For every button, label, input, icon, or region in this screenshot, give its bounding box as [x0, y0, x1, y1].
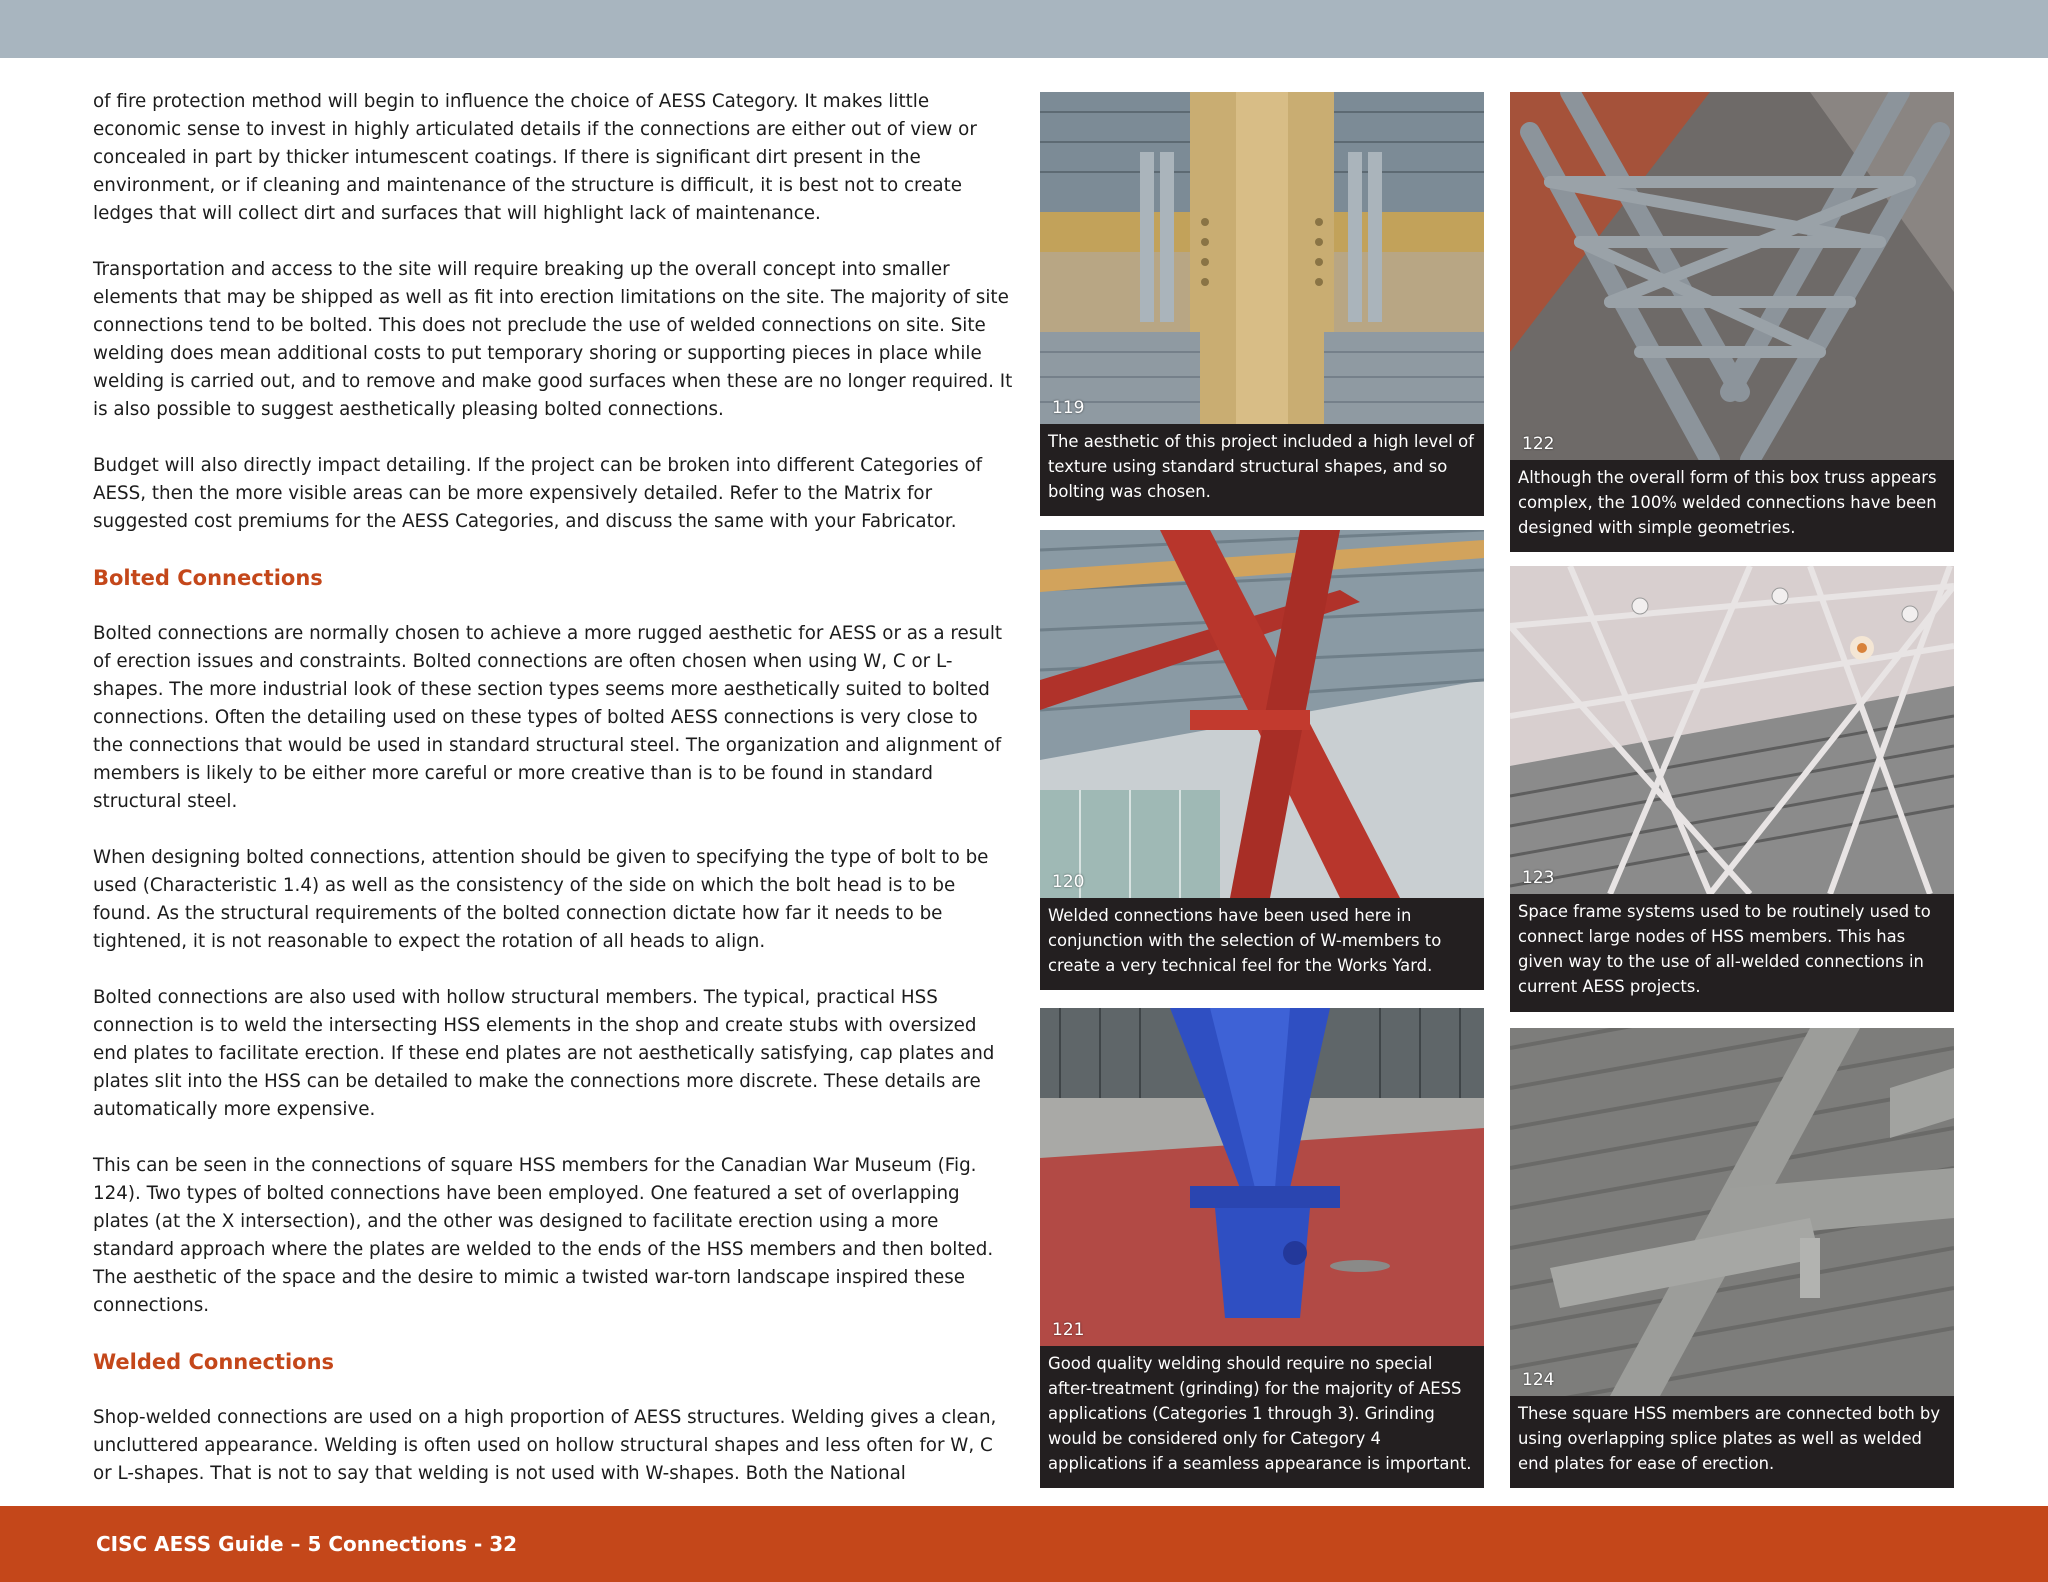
photo-space-frame — [1510, 566, 1954, 894]
figure-123 — [1510, 566, 1954, 1012]
paragraph: Transportation and access to the site will require breaking up the overall concept into smaller elements that may be shipped as well as fit into erection limitations on the site. The majority of site connections tend to be bolted. This does not preclude the use of welded connections on site. Site welding does mean additional costs to put temporary shoring or supporting pieces in place while welding is carried out, and to remove and make good surfaces when these are no longer required. It is also possible to suggest aesthetically pleasing bolted connections. — [93, 259, 1013, 420]
photo-bolted-column — [1040, 92, 1484, 424]
figure-caption: These square HSS members are connected both by using overlapping splice plates as well as welded end plates for ease of erection. — [1510, 1396, 1954, 1488]
section-heading-bolted: Bolted Connections — [93, 566, 323, 590]
figure-caption: Good quality welding should require no special after-treatment (grinding) for the majority of AESS applications (Categories 1 through 3). Grinding would be considered only for Category 4 applications if a seamless appearance is important. — [1040, 1346, 1484, 1488]
paragraph: This can be seen in the connections of square HSS members for the Canadian War Museum (Fig. 124). Two types of bolted connections have been employed. One featured a set of overlapping plates (at the X intersection), and the other was designed to facilitate erection using a more standard approach where the plates are welded to the ends of the HSS members and then bolted. The aesthetic of the space and the desire to mimic a twisted war-torn landscape inspired these connections. — [93, 1155, 994, 1316]
photo-blue-welded-column — [1040, 1008, 1484, 1346]
paragraph: Shop-welded connections are used on a high proportion of AESS structures. Welding gives a clean, uncluttered appearance. Welding is often used on hollow structural shapes and less often for W, C or L-shapes. That is not to say that welding is not used with W-shapes. Both the National — [93, 1407, 997, 1484]
figure-number: 121 — [1052, 1320, 1085, 1340]
figure-119 — [1040, 92, 1484, 516]
header-bar — [0, 0, 2048, 58]
figure-120 — [1040, 530, 1484, 990]
section-heading-welded: Welded Connections — [93, 1350, 335, 1374]
paragraph: Bolted connections are normally chosen to achieve a more rugged aesthetic for AESS or as a result of erection issues and constraints. Bolted connections are often chosen when using W, C or L-shapes. The more industrial look of these section types seems more aesthetically suited to bolted connections. Often the detailing used on these types of bolted AESS connections is very close to the connections that would be used in standard structural steel. The organization and alignment of members is likely to be either more careful or more creative than is to be found in standard structural steel. — [93, 623, 1003, 812]
figure-number: 124 — [1522, 1370, 1555, 1390]
figure-number: 120 — [1052, 872, 1085, 892]
photo-red-w-members — [1040, 530, 1484, 898]
footer-text: CISC AESS Guide – 5 Connections - 32 — [96, 1532, 518, 1556]
paragraph: When designing bolted connections, attention should be given to specifying the type of bolt to be used (Characteristic 1.4) as well as the consistency of the side on which the bolt head is to be found. As the structural requirements of the bolted connection dictate how far it needs to be tightened, it is not reasonable to expect the rotation of all heads to align. — [93, 847, 989, 952]
photo-square-hss — [1510, 1028, 1954, 1396]
figure-122 — [1510, 92, 1954, 552]
paragraph: Budget will also directly impact detailing. If the project can be broken into different Categories of AESS, then the more visible areas can be more expensively detailed. Refer to the Matrix for suggested cost premiums for the AESS Categories, and discuss the same with your Fabricator. — [93, 455, 983, 532]
figure-124 — [1510, 1028, 1954, 1488]
footer-bar — [0, 1506, 2048, 1582]
figure-number: 119 — [1052, 398, 1085, 418]
figure-caption: Although the overall form of this box truss appears complex, the 100% welded connections have been designed with simple geometries. — [1510, 460, 1954, 552]
figure-caption: Space frame systems used to be routinely used to connect large nodes of HSS members. This has given way to the use of all-welded connections in current AESS projects. — [1510, 894, 1954, 1012]
paragraph: Bolted connections are also used with hollow structural members. The typical, practical HSS connection is to weld the intersecting HSS elements in the shop and create stubs with oversized end plates to facilitate erection. If these end plates are not aesthetically satisfying, cap plates and plates slit into the HSS can be detailed to make the connections more discrete. These details are automatically more expensive. — [93, 987, 995, 1120]
photo-box-truss — [1510, 92, 1954, 460]
paragraph: of fire protection method will begin to influence the choice of AESS Category. It makes little economic sense to invest in highly articulated details if the connections are either out of view or concealed in part by thicker intumescent coatings. If there is significant dirt present in the environment, or if cleaning and maintenance of the structure is difficult, it is best not to create ledges that will collect dirt and surfaces that will highlight lack of maintenance. — [93, 91, 977, 224]
figure-number: 123 — [1522, 868, 1555, 888]
figure-caption: Welded connections have been used here in conjunction with the selection of W-members to create a very technical feel for the Works Yard. — [1040, 898, 1484, 990]
figure-number: 122 — [1522, 434, 1555, 454]
figure-121 — [1040, 1008, 1484, 1488]
body-text — [93, 88, 1013, 1516]
figure-caption: The aesthetic of this project included a high level of texture using standard structural shapes, and so bolting was chosen. — [1040, 424, 1484, 516]
